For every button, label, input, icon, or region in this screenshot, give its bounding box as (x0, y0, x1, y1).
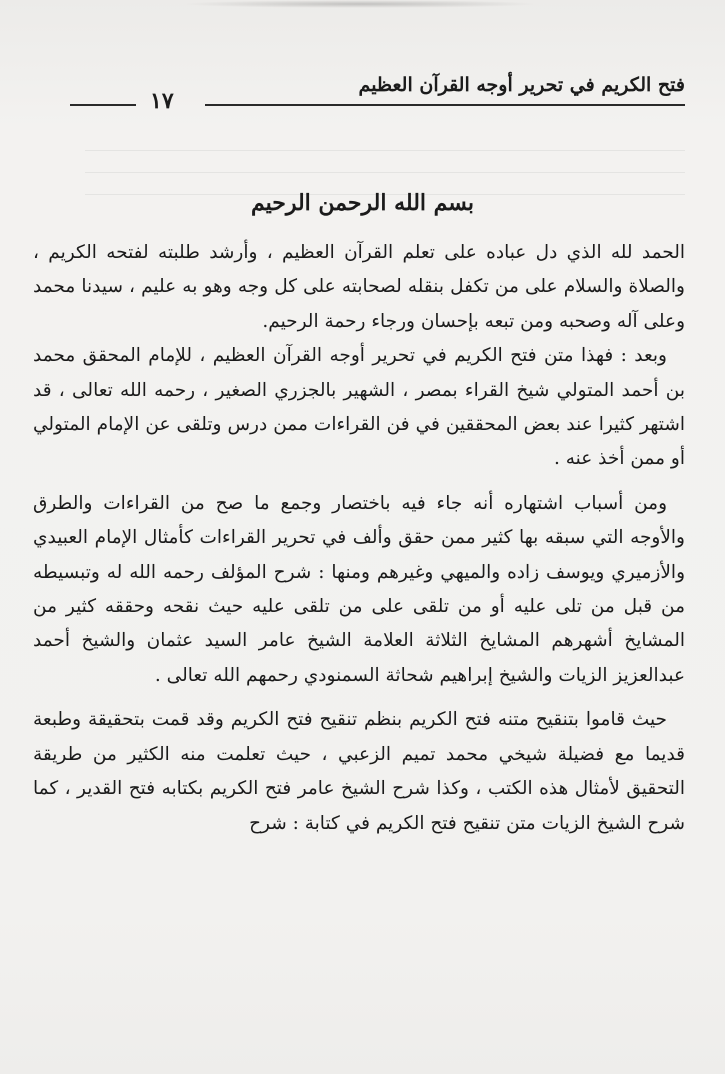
header-rule-right (205, 104, 685, 106)
paragraph-introduction: وبعد : فهذا متن فتح الكريم في تحرير أوجه القرآن العظيم ، للإمام المحقق محمد بن أحمد المتولي شيخ القراء بمصر ، الشهير بالجزري الصغير ، رحمه الله تعالى ، قد اشتهر كثيرا عند بعض المحققين في فن القراءات ممن درس وتلقى عن الإمام المتولي أو ممن أخذ عنه . (33, 345, 685, 470)
body-text (33, 236, 685, 841)
page-fold-shadow (180, 0, 540, 8)
page-number: ١٧ (150, 88, 174, 114)
header-rule-left (70, 104, 136, 106)
paragraph-reasons: ومن أسباب اشتهاره أنه جاء فيه باختصار وجمع ما صح من القراءات والطرق والأوجه التي سبقه بها كثير ممن حقق وألف في تحرير القراءات كأمثال الإمام العبيدي والأزميري ويوسف زاده والميهي وغيرهم ومنها : شرح المؤلف رحمه الله له وتبسيطه من قبل من تلى عليه أو من تلقى على من تلقى عليه حيث نقحه وحققه كثير من المشايخ أشهرهم المشايخ الثلاثة العلامة الشيخ عامر السيد عثمان والشيخ أحمد عبدالعزيز الزيات والشيخ إبراهيم شحاثة السمنودي رحمهم الله تعالى . (33, 492, 685, 686)
basmala-heading: بسم الله الرحمن الرحيم (250, 190, 475, 216)
paragraph-revision: حيث قاموا بتنقيح متنه فتح الكريم بنظم تنقيح فتح الكريم وقد قمت بتحقيقة وطبعة قديما مع فضيلة شيخي محمد تميم الزعبي ، حيث تعلمت منه الكثير من طريقة التحقيق لأمثال هذه الكتب ، وكذا شرح الشيخ عامر فتح الكريم بكتابه فتح القدير ، كما شرح الشيخ الزيات متن تنقيح فتح الكريم في كتابة : شرح (33, 709, 685, 834)
paragraph-praise: الحمد لله الذي دل عباده على تعلم القرآن العظيم ، وأرشد طلبته لفتحه الكريم ، والصلاة والسلام على من تكفل بنقله لصحابته على كل وجه وهو به عليم ، سيدنا محمد وعلى آله وصحبه ومن تبعه بإحسان ورجاء رحمة الرحيم. (33, 242, 685, 332)
running-header (40, 72, 685, 122)
running-title: فتح الكريم في تحرير أوجه القرآن العظيم (358, 74, 685, 96)
